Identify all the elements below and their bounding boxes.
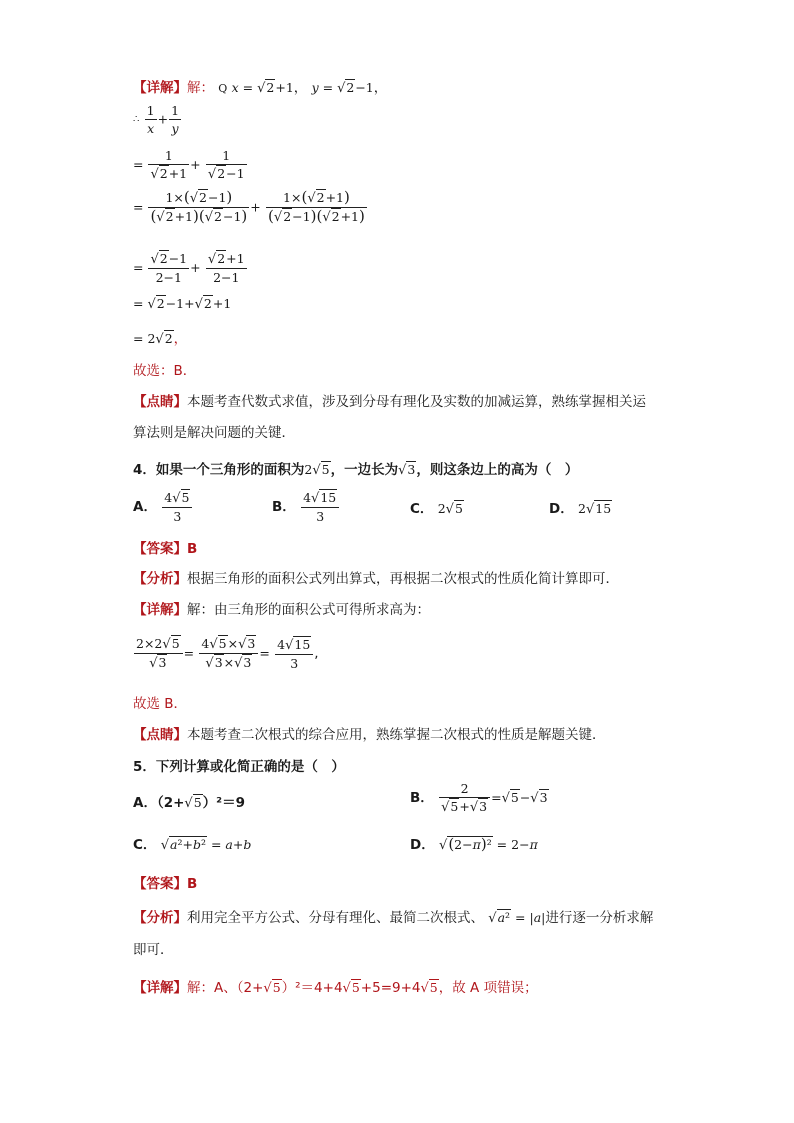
q4-comment-line: 【点睛】本题考查二次根式的综合应用，熟练掌握二次根式的性质是解题关键． — [133, 727, 606, 743]
q5-stem: 5．下列计算或化简正确的是（ ） — [133, 759, 345, 775]
q5-answer: B — [187, 876, 198, 892]
q4-option-c: C． 2√5 — [410, 501, 463, 517]
q5-option-a: A．（2+√5）²＝9 — [133, 795, 245, 811]
q5-option-d: D． √(2−π)² = 2−π — [410, 835, 538, 853]
q5-option-c: C． √a²+b² = a+b — [133, 837, 252, 853]
q4-option-b: B． $\frac{4√15}{3}$ — [272, 490, 340, 524]
math-line-3: = $\frac{1}{√2+1}$ + $\frac{1}{√2-1}$ — [133, 148, 245, 182]
math-line-6: = √2−1+√2+1 — [133, 296, 232, 312]
q5-analysis-line-2: 即可． — [133, 942, 174, 958]
q5-analysis-line-1: 【分析】利用完全平方公式、分母有理化、最简二次根式、 √a² = |a|进行逐一分析求解 — [133, 910, 654, 926]
comment-text-1: 本题考查代数式求值，涉及到分母有理化及实数的加减运算，熟练掌握相关运 — [187, 394, 646, 410]
q4-detail-line: 【详解】解：由三角形的面积公式可得所求高为： — [133, 602, 430, 618]
q4-stem: 4．如果一个三角形的面积为2√5，一边长为√3，则这条边上的高为（ ） — [133, 462, 579, 478]
comment-line-2: 算法则是解决问题的关键． — [133, 425, 295, 441]
comment-tag: 【点睛】 — [133, 394, 187, 410]
math-line-4: = $\frac{1\times(√2-1)}{(√2+1)(√2-1)}$ + $\frac{1\times(√2+1)}{(√2-1)(√2+1)}$ — [133, 188, 365, 225]
q4-detail: 解：由三角形的面积公式可得所求高为： — [187, 602, 430, 618]
q4-analysis-line: 【分析】根据三角形的面积公式列出算式，再根据二次根式的性质化简计算即可． — [133, 571, 619, 587]
because-symbol: Q — [218, 82, 228, 95]
q5-answer-line: 【答案】B — [133, 876, 198, 892]
q4-choose: 故选 B． — [133, 696, 188, 712]
detail-intro: 解： — [187, 80, 214, 96]
q4-option-a: A． $\frac{4√5}{3}$ — [133, 490, 193, 524]
q4-analysis: 根据三角形的面积公式列出算式，再根据二次根式的性质化简计算即可． — [187, 571, 619, 587]
detail-tag: 【详解】 — [133, 80, 187, 96]
q4-answer: B — [187, 541, 198, 557]
therefore-symbol: ∴ — [133, 114, 140, 125]
choose-line-1: 故选：B． — [133, 363, 197, 379]
math-line-5: = $\frac{√2-1}{2-1}$ + $\frac{√2+1}{2-1}$ — [133, 251, 245, 285]
q4-answer-line: 【答案】B — [133, 541, 198, 557]
q4-comment: 本题考查二次根式的综合应用，熟练掌握二次根式的性质是解题关键． — [187, 727, 606, 743]
q5-detail-line: 【详解】解：A、（2+√5）²＝4+4√5+5=9+4√5，故 A 项错误； — [133, 980, 538, 996]
comment-line-1 — [133, 390, 646, 410]
detail-line-1: 【详解】解： Q x = √2+1， y = √2−1， — [133, 80, 388, 96]
math-line-7: = 2√2， — [133, 331, 188, 347]
q4-calc: $\frac{2\times 2√5}{√3}$ = $\frac{4√5\times√3}{√3\times√3}$ = $\frac{4√15}{3}$ , — [136, 636, 319, 671]
q4-option-d: D． 2√15 — [549, 501, 612, 517]
q5-option-b: B． $\frac{2}{√5+√3}$ =√5−√3 — [410, 781, 548, 815]
math-line-2: ∴ $\frac{1}{x}$ + $\frac{1}{y}$ — [133, 103, 180, 136]
